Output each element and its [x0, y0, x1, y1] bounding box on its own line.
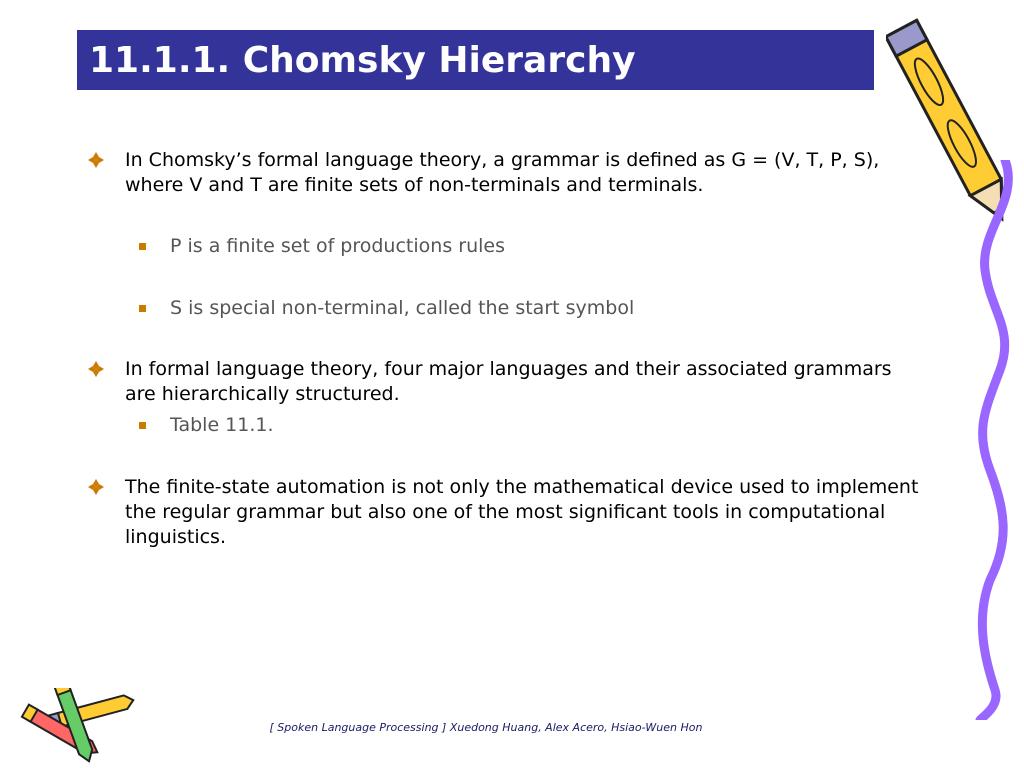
bullet-text: In Chomsky’s formal language theory, a grammar is defined as G = (V, T, P, S), where V and T are finite sets of non-terminals and terminals.: [125, 149, 880, 196]
squiggle-line: [960, 160, 1020, 720]
sub-bullet-text: P is a finite set of productions rules: [170, 235, 505, 257]
square-bullet-icon: [139, 243, 146, 250]
slide-content: [88, 148, 928, 550]
footer-text: [ Spoken Language Processing ] Xuedong Huang, Alex Acero, Hsiao-Wuen Hon: [269, 721, 703, 734]
main-bullet: [88, 357, 928, 407]
square-bullet-icon: [139, 305, 146, 312]
sub-bullet: [88, 234, 928, 259]
footer: [0, 721, 1024, 734]
main-bullet: [88, 148, 928, 198]
sub-bullet: [88, 296, 928, 321]
square-bullet-icon: [139, 422, 146, 429]
main-bullet: [88, 475, 928, 550]
diamond-bullet-icon: [88, 152, 104, 168]
bullet-text: In formal language theory, four major languages and their associated grammars are hierarchically structured.: [125, 358, 892, 405]
diamond-bullet-icon: [88, 361, 104, 377]
bullet-text: The finite-state automation is not only the mathematical device used to implement the regular grammar but also one of the most significant tools in computational linguistics.: [125, 476, 919, 548]
diamond-bullet-icon: [88, 479, 104, 495]
sub-bullet-text: Table 11.1.: [170, 414, 274, 436]
title-bar: [77, 30, 874, 90]
sub-bullet-text: S is special non-terminal, called the start symbol: [170, 297, 635, 319]
sub-bullet: [88, 413, 928, 438]
slide-title: 11.1.1. Chomsky Hierarchy: [89, 40, 636, 81]
